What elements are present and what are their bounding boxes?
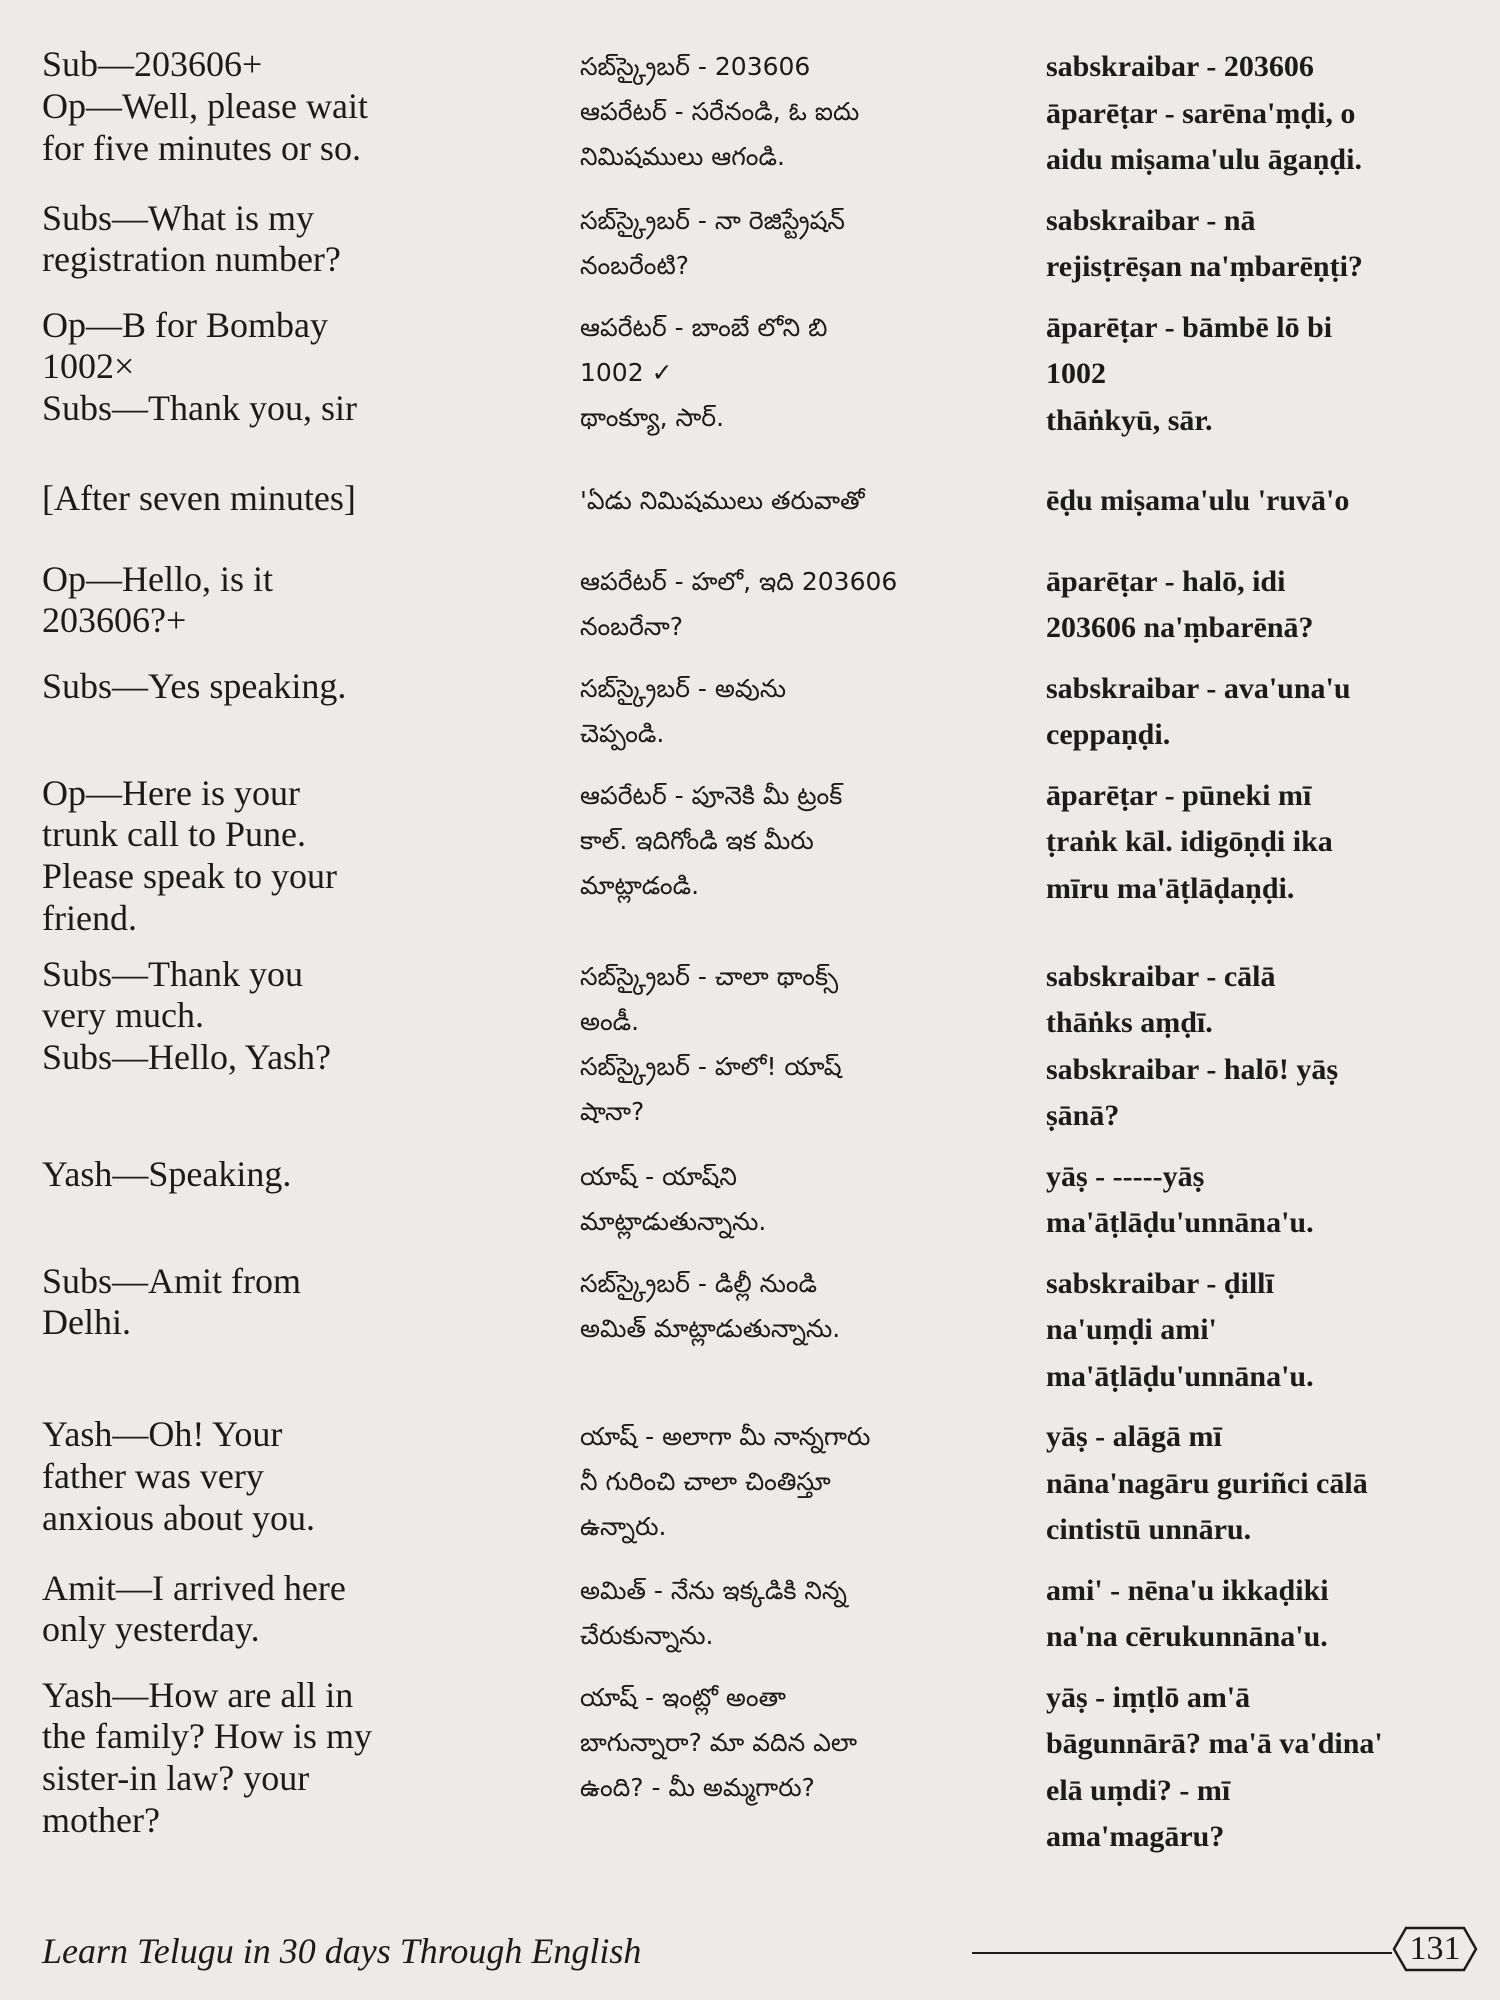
telugu-text: సబ్‌స్క్రైబర్ - 203606 ఆపరేటర్ - సరేనండి, ఓ ఐదు నిమిషములు ఆగండి. (580, 52, 860, 171)
page-footer (42, 1922, 1482, 1982)
english-text: Sub—203606+ Op—Well, please wait for five minutes or so. (42, 44, 369, 168)
english-text: Yash—Speaking. (42, 1153, 292, 1194)
dialogue-row (42, 773, 1476, 940)
transliteration-text: yāṣ - alāgā mī nāna'nagāru guriñci cālā cintistū unnāru. (1046, 1420, 1368, 1546)
transliteration-text: sabskraibar - cālā thāṅks aṃḍī. sabskraibar - halō! yāṣ ṣānā? (1046, 959, 1339, 1132)
english-text: Op—B for Bombay 1002× Subs—Thank you, sir (42, 304, 357, 428)
transliteration-text: āparēṭar - halō, idi 203606 na'ṃbarēnā? (1046, 564, 1314, 644)
english-text: Subs—Thank you very much. Subs—Hello, Yash? (42, 953, 332, 1077)
telugu-text: సబ్‌స్క్రైబర్ - డిల్లీ నుండి అమిత్ మాట్లాడుతున్నాను. (580, 1268, 841, 1343)
dialogue-row (42, 478, 1476, 525)
english-text: Subs—What is my registration number? (42, 197, 341, 280)
english-text: Yash—How are all in the family? How is my sister-in law? your mother? (42, 1674, 372, 1840)
english-text: Yash—Oh! Your father was very anxious about you. (42, 1414, 315, 1538)
telugu-text: 'ఏడు నిమిషములు తరువాతో (580, 486, 865, 515)
dialogue-row (42, 666, 1476, 759)
telugu-text: యాష్ - ఇంట్లో అంతా బాగున్నారా? మా వదిన ఎలా ఉంది? - మీ అమ్మగారు? (580, 1682, 858, 1802)
dialogue-row (42, 198, 1476, 291)
footer-book-title: Learn Telugu in 30 days Through English (42, 1931, 642, 1971)
telugu-text: యాష్ - అలాగా మీ నాన్నగారు నీ గురించి చాలా చింతిస్తూ ఉన్నారు. (580, 1422, 871, 1541)
dialogue-row (42, 1154, 1476, 1247)
transliteration-text: sabskraibar - ava'una'u ceppaṇḍi. (1046, 671, 1351, 751)
dialogue-row (42, 1414, 1476, 1554)
transliteration-text: sabskraibar - ḍillī na'uṃḍi ami' ma'āṭlāḍu'unnāna'u. (1046, 1266, 1314, 1393)
dialogue-row (42, 305, 1476, 445)
dialogue-table (42, 44, 1476, 1861)
english-text: Amit—I arrived here only yesterday. (42, 1567, 346, 1650)
telugu-text: సబ్‌స్క్రైబర్ - నా రెజిస్ట్రేషన్ నంబరేంటి? (580, 205, 845, 280)
dialogue-row (42, 44, 1476, 184)
english-text: Subs—Yes speaking. (42, 665, 347, 706)
dialogue-row (42, 1568, 1476, 1661)
dialogue-row (42, 954, 1476, 1140)
transliteration-text: yāṣ - -----yāṣ ma'āṭlāḍu'unnāna'u. (1046, 1159, 1314, 1239)
telugu-text: యాష్ - యాష్‌ని మాట్లాడుతున్నాను. (580, 1161, 767, 1236)
dialogue-row (42, 1261, 1476, 1401)
transliteration-text: ēḍu miṣama'ulu 'ruvā'o (1046, 484, 1350, 517)
footer-rule (972, 1952, 1392, 1954)
english-text: Op—Here is your trunk call to Pune. Please speak to your friend. (42, 772, 337, 938)
english-text: [After seven minutes] (42, 478, 356, 518)
dialogue-row (42, 1675, 1476, 1861)
telugu-text: ఆపరేటర్ - పూనెకి మీ ట్రంక్ కాల్. ఇదిగోండి ఇక మీరు మాట్లాడండి. (580, 780, 843, 900)
page-number: 131 (1409, 1930, 1461, 1967)
dialogue-row (42, 559, 1476, 652)
telugu-text: సబ్‌స్క్రైబర్ - అవును చెప్పండి. (580, 673, 787, 748)
telugu-text: ఆపరేటర్ - బాంబే లోని బి 1002 ✓ థాంక్యూ, సార్. (580, 312, 828, 432)
transliteration-text: yāṣ - iṃṭlō am'ā bāgunnārā? ma'ā va'dina' elā uṃdi? - mī ama'magāru? (1046, 1680, 1383, 1853)
telugu-text: సబ్‌స్క్రైబర్ - చాలా థాంక్స్ అండీ. సబ్‌స్క్రైబర్ - హలో! యాష్ షానా? (580, 961, 842, 1126)
telugu-text: అమిత్ - నేను ఇక్కడికి నిన్న చేరుకున్నాను. (580, 1575, 847, 1650)
telugu-text: ఆపరేటర్ - హలో, ఇది 203606 నంబరేనా? (580, 566, 898, 641)
english-text: Op—Hello, is it 203606?+ (42, 558, 273, 641)
transliteration-text: ami' - nēna'u ikkaḍiki na'na cērukunnāna'u. (1046, 1573, 1329, 1653)
english-text: Subs—Amit from Delhi. (42, 1260, 302, 1343)
transliteration-text: āparēṭar - pūneki mī ṭraṅk kāl. idigōṇḍi ika mīru ma'āṭlāḍaṇḍi. (1046, 778, 1333, 905)
transliteration-text: sabskraibar - nā rejisṭrēṣan na'ṃbarēṇṭi? (1046, 203, 1363, 283)
transliteration-text: sabskraibar - 203606 āparēṭar - sarēna'ṃḍi, o aidu miṣama'ulu āgaṇḍi. (1046, 50, 1362, 176)
transliteration-text: āparēṭar - bāmbē lō bi 1002 thāṅkyū, sār. (1046, 310, 1333, 437)
